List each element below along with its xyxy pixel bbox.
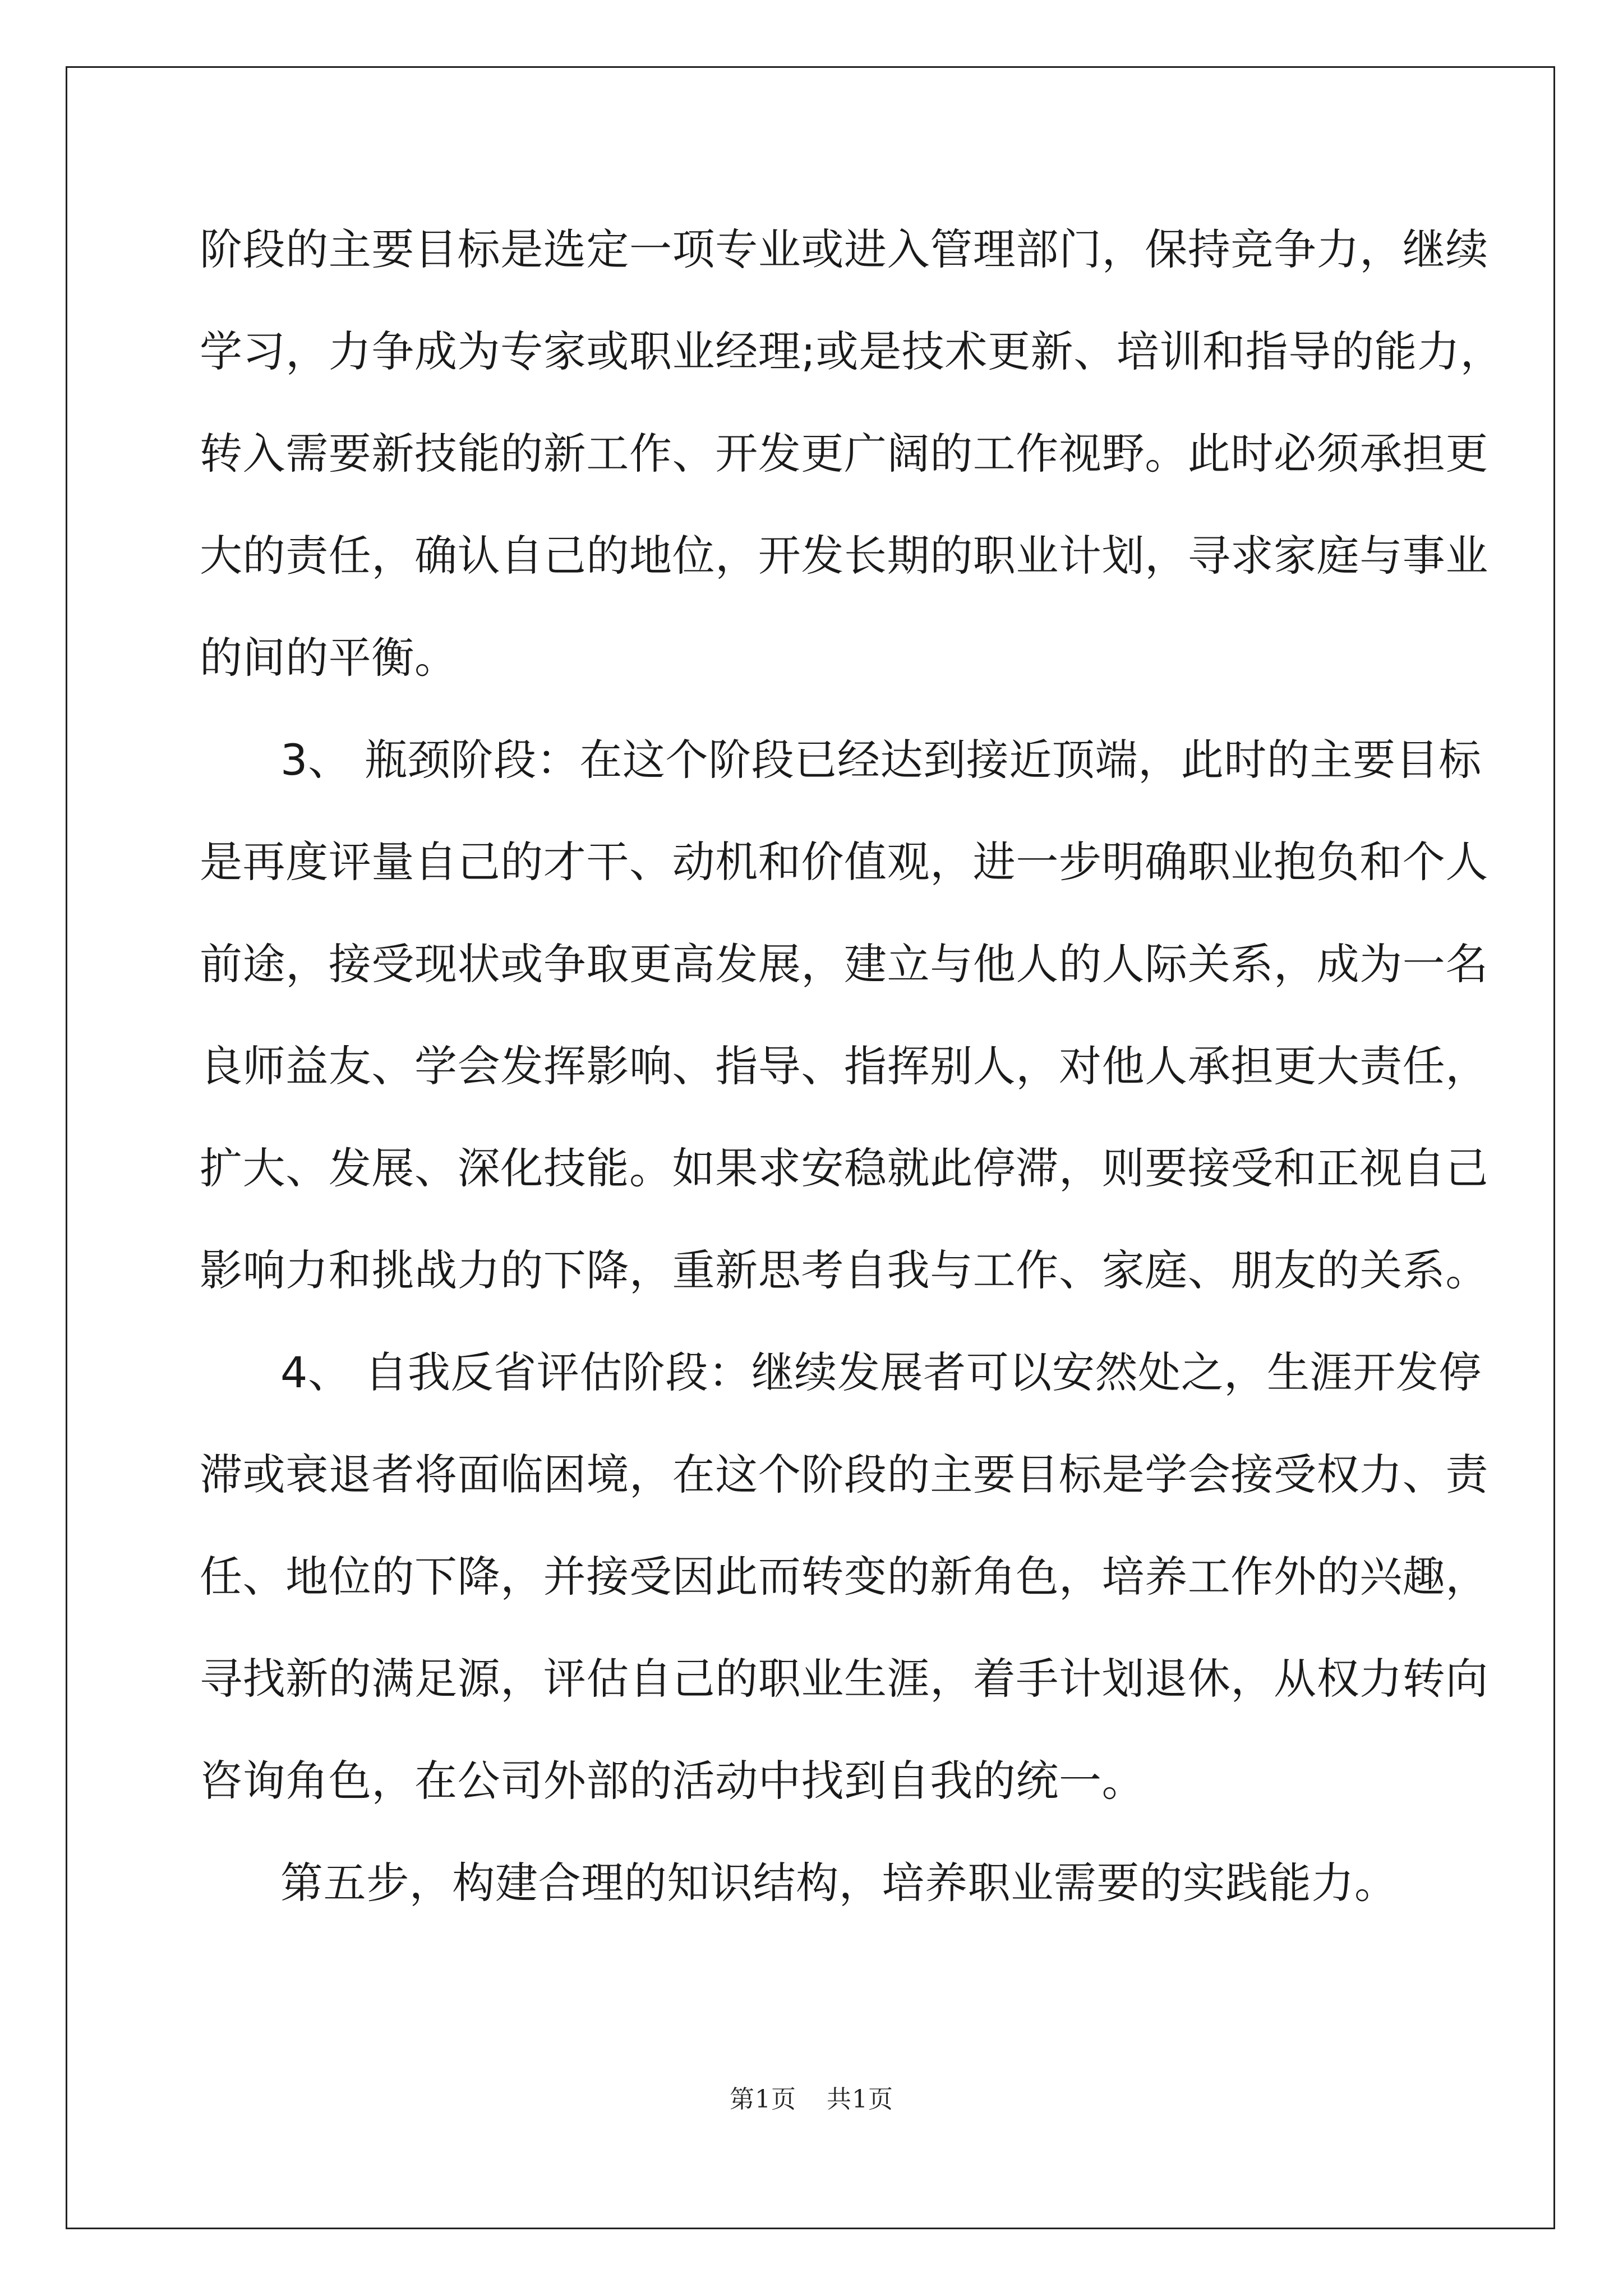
text-line: 前途，接受现状或争取更高发展，建立与他人的人际关系，成为一名 xyxy=(200,939,1488,989)
text-line: 的间的平衡。 xyxy=(200,633,458,683)
text-line: 滞或衰退者将面临困境，在这个阶段的主要目标是学会接受权力、责 xyxy=(200,1450,1488,1499)
text-line: 寻找新的满足源，评估自己的职业生涯，着手计划退休，从权力转向 xyxy=(200,1654,1488,1704)
page-total: 共1页 xyxy=(827,2085,893,2114)
text-line: 转入需要新技能的新工作、开发更广阔的工作视野。此时必须承担更 xyxy=(200,429,1488,478)
text-line: 学习，力争成为专家或职业经理;或是技术更新、培训和指导的能力， xyxy=(200,326,1504,376)
text-line: 任、地位的下降，并接受因此而转变的新角色，培养工作外的兴趣， xyxy=(200,1552,1488,1602)
text-line: 第五步，构建合理的知识结构，培养职业需要的实践能力。 xyxy=(280,1858,1398,1908)
text-line: 咨询角色，在公司外部的活动中找到自我的统一。 xyxy=(200,1756,1145,1806)
page-footer xyxy=(0,2079,1623,2115)
text-line: 是再度评量自己的才干、动机和价值观，进一步明确职业抱负和个人 xyxy=(200,837,1488,887)
text-line: 3、 瓶颈阶段：在这个阶段已经达到接近顶端，此时的主要目标 xyxy=(280,735,1482,785)
text-line: 4、 自我反省评估阶段：继续发展者可以安然处之，生涯开发停 xyxy=(280,1347,1482,1397)
text-line: 影响力和挑战力的下降，重新思考自我与工作、家庭、朋友的关系。 xyxy=(200,1245,1488,1295)
page-number: 第1页 xyxy=(730,2085,796,2114)
text-line: 阶段的主要目标是选定一项专业或进入管理部门，保持竞争力，继续 xyxy=(200,224,1488,274)
document-body xyxy=(200,219,1504,1954)
text-line: 扩大、发展、深化技能。如果求安稳就此停滞，则要接受和正视自己 xyxy=(200,1143,1488,1193)
text-line: 大的责任，确认自己的地位，开发长期的职业计划，寻求家庭与事业 xyxy=(200,531,1488,581)
text-line: 良师益友、学会发挥影响、指导、指挥别人，对他人承担更大责任， xyxy=(200,1041,1488,1091)
